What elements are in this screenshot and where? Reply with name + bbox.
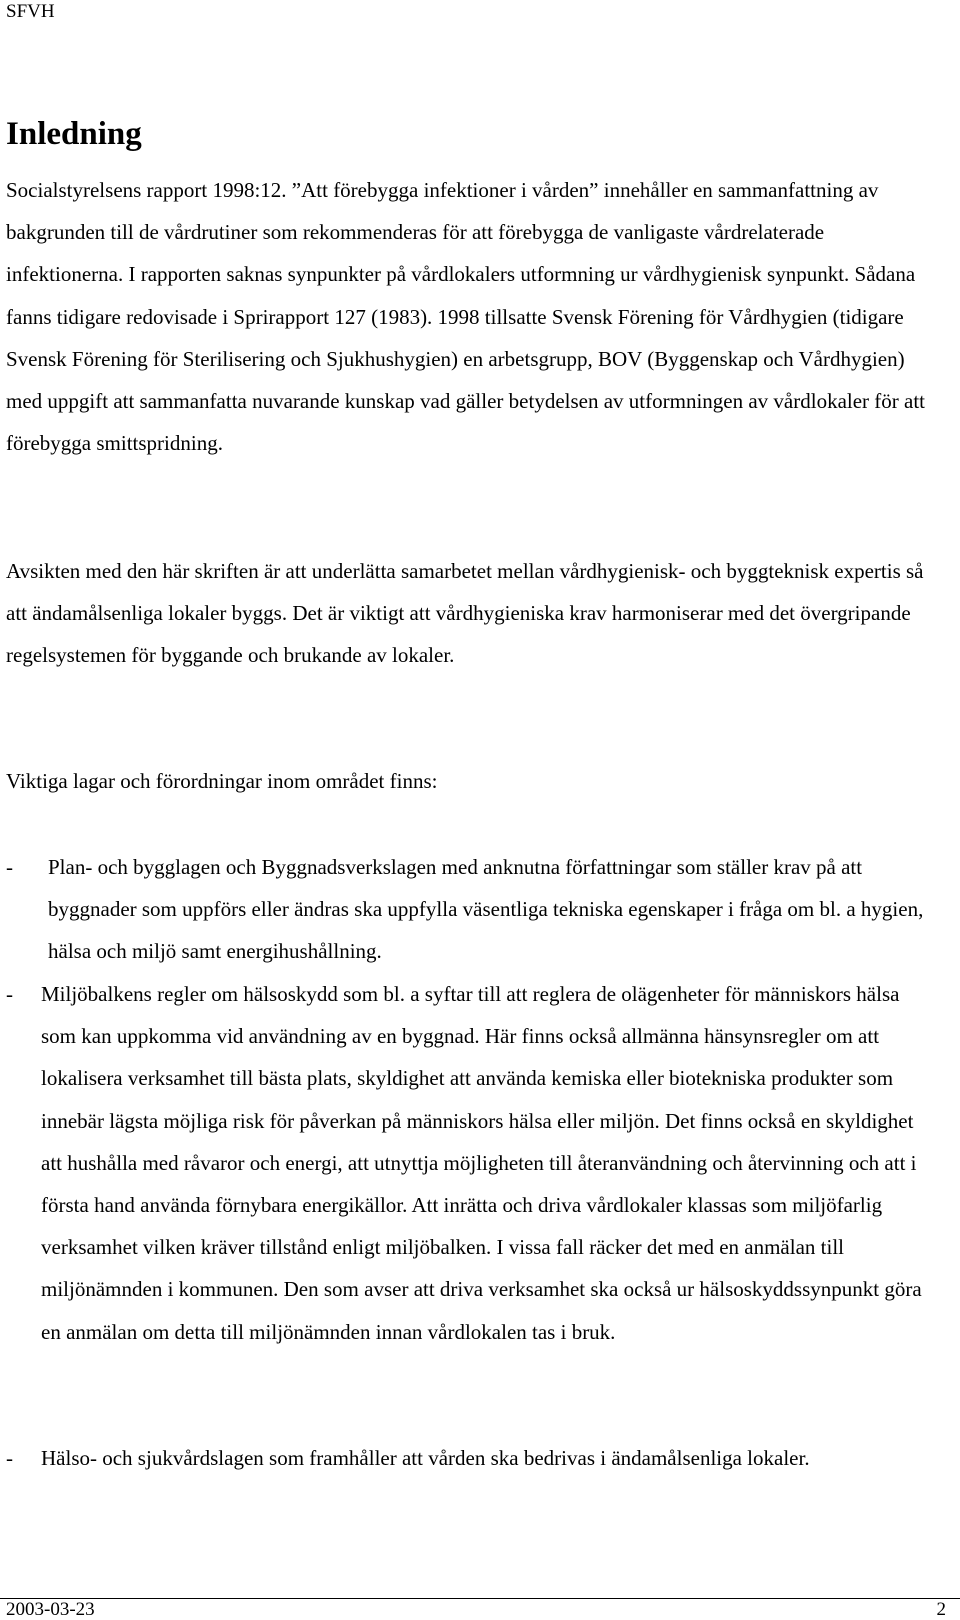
list-bullet: - — [6, 982, 13, 1006]
list-item-plan-bygglagen — [6, 846, 936, 973]
section-title: Inledning — [6, 116, 142, 152]
footer-divider — [0, 1598, 960, 1599]
list-bullet: - — [6, 855, 13, 879]
page-number: 2 — [936, 1599, 946, 1620]
laws-intro-paragraph: Viktiga lagar och förordningar inom området finns: — [6, 769, 438, 793]
intro-paragraph: Socialstyrelsens rapport 1998:12. ”Att förebygga infektioner i vården” innehåller en sammanfattning av bakgrunden till de vårdrutiner som rekommenderas för att förebygga de vanligaste vårdrelaterade infektionerna. I rapporten saknas synpunkter på vårdlokalers utformning ur vårdhygienisk synpunkt. Sådana fanns tidigare redovisade i Sprirapport 127 (1983). 1998 tillsatte Svensk Förening för Vårdhygien (tidigare Svensk Förening för Sterilisering och Sjukhushygien) en arbetsgrupp, BOV (Byggenskap och Vårdhygien) med uppgift att sammanfatta nuvarande kunskap vad gäller betydelsen av utformningen av vårdlokaler för att förebygga smittspridning. — [6, 178, 926, 456]
list-item-text: Miljöbalkens regler om hälsoskydd som bl. a syftar till att reglera de olägenheter för människors hälsa som kan uppkomma vid användning av en byggnad. Här finns också allmänna hänsynsregler om att lokalisera verksamhet till bästa plats, skyldighet att använda kemiska eller biotekniska produkter som innebär lägsta möjliga risk för påverkan på människors hälsa eller miljön. Det finns också en skyldighet att hushålla med råvaror och energi, att utnyttja möjligheten till återanvändning och återvinning och att i första hand använda förnybara energikällor. Att inrätta och driva vårdlokaler klassas som miljöfarlig verksamhet vilken kräver tillstånd enligt miljöbalken. I vissa fall räcker det med en anmälan till miljönämnden i kommunen. Den som avser att driva verksamhet ska också ur hälsoskyddssynpunkt göra en anmälan om detta till miljönämnden innan vårdlokalen tas i bruk. — [41, 982, 922, 1344]
purpose-paragraph: Avsikten med den här skriften är att underlätta samarbetet mellan vårdhygienisk- och byggteknisk expertis så att ändamålsenliga lokaler byggs. Det är viktigt att vårdhygieniska krav harmoniserar med det övergripande regelsystemen för byggande och brukande av lokaler. — [6, 559, 924, 668]
list-item-text: Hälso- och sjukvårdslagen som framhåller att vården ska bedrivas i ändamålsenliga lokaler. — [41, 1446, 810, 1470]
running-header: SFVH — [6, 1, 55, 22]
list-item-miljobalken — [6, 973, 936, 1353]
footer-date: 2003-03-23 — [6, 1599, 95, 1620]
list-item-text: Plan- och bygglagen och Byggnadsverkslagen med anknutna författningar som ställer krav på att byggnader som uppförs eller ändras ska uppfylla väsentliga tekniska egenskaper i fråga om bl. a hygien, hälsa och miljö samt energihushållning. — [48, 855, 924, 964]
list-item-halso-sjukvardslagen — [6, 1437, 936, 1479]
list-bullet: - — [6, 1446, 13, 1470]
